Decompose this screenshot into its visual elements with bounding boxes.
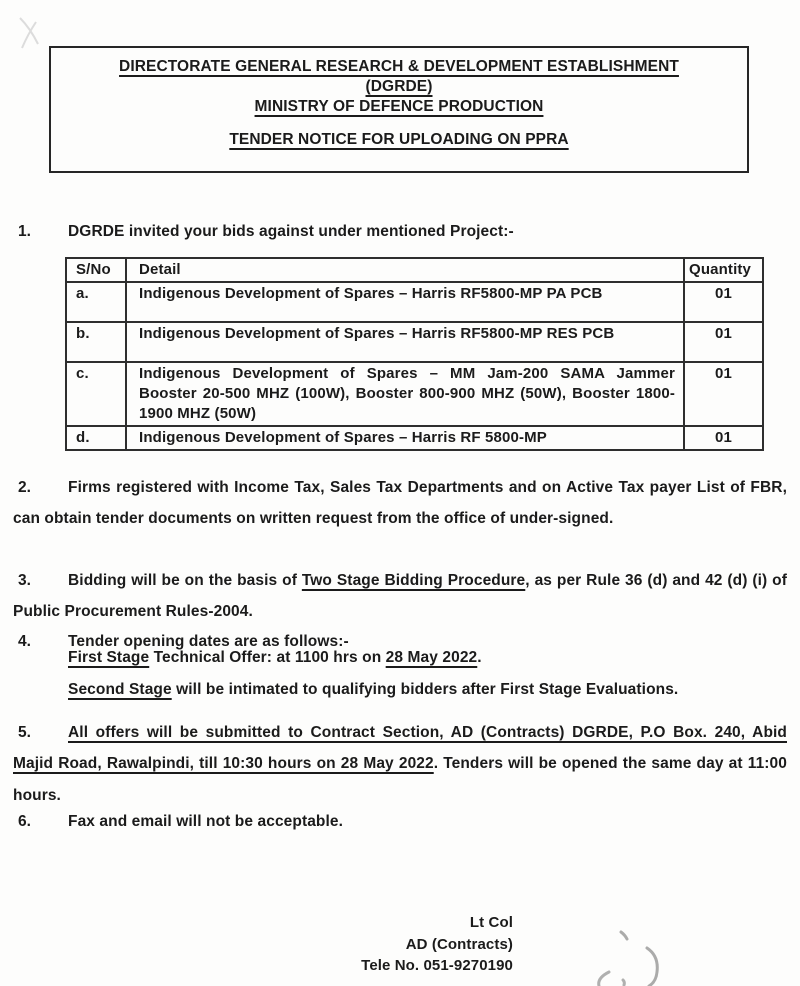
org-abbreviation: (DGRDE) bbox=[365, 78, 433, 95]
first-stage-date-underlined: 28 May 2022 bbox=[385, 649, 478, 666]
column-header-detail: Detail bbox=[126, 258, 684, 282]
row-detail: Indigenous Development of Spares – Harris RF 5800-MP bbox=[126, 426, 684, 450]
project-table bbox=[65, 257, 764, 451]
paragraph-5-rest: . Tenders will be opened the same day at 11:00 hours. bbox=[13, 755, 787, 804]
first-stage-end: . bbox=[477, 649, 482, 666]
row-sno: b. bbox=[66, 322, 126, 362]
paragraph-5 bbox=[13, 717, 787, 812]
row-sno: c. bbox=[66, 362, 126, 426]
letterhead-box bbox=[49, 46, 749, 173]
paragraph-3-number: 3. bbox=[18, 571, 31, 589]
two-stage-bidding-underlined: Two Stage Bidding Procedure bbox=[301, 571, 526, 589]
paragraph-3-pre: Bidding will be on the basis of bbox=[68, 571, 302, 589]
paragraph-1 bbox=[13, 216, 787, 248]
row-detail: Indigenous Development of Spares – Harris RF5800-MP RES PCB bbox=[126, 322, 684, 362]
column-header-sno: S/No bbox=[66, 258, 126, 282]
paragraph-3-post: , as per Rule 36 (d) and 42 (d) (i) of Public Procurement Rules-2004. bbox=[13, 571, 787, 621]
paragraph-2-text: Firms registered with Income Tax, Sales Tax Departments and on Active Tax payer List of FBR, can obtain tender documents on written request from the office of under-signed. bbox=[13, 478, 787, 528]
signature-scribble-mark bbox=[575, 920, 735, 986]
paragraph-6-number: 6. bbox=[18, 812, 31, 830]
paragraph-3-text bbox=[13, 572, 787, 621]
row-sno: a. bbox=[66, 282, 126, 322]
first-stage-line bbox=[68, 642, 787, 674]
paragraph-1-text: DGRDE invited your bids against under mentioned Project:- bbox=[68, 222, 514, 240]
row-detail: Indigenous Development of Spares – Harris RF5800-MP PA PCB bbox=[126, 282, 684, 322]
submission-details-underlined: All offers will be submitted to Contract Section, AD (Contracts) DGRDE, P.O Box. 240, Abid Majid Road, Rawalpindi, till 10:30 hours on 28 May 2022 bbox=[13, 723, 787, 773]
org-name: DIRECTORATE GENERAL RESEARCH & DEVELOPMENT ESTABLISHMENT bbox=[119, 58, 679, 75]
row-quantity: 01 bbox=[684, 322, 763, 362]
table-header-row bbox=[66, 258, 763, 282]
first-stage-underlined: First Stage bbox=[68, 649, 150, 666]
paragraph-3 bbox=[13, 565, 787, 628]
row-quantity: 01 bbox=[684, 362, 763, 426]
paragraph-2 bbox=[13, 472, 787, 535]
table-row bbox=[66, 282, 763, 322]
second-stage-underlined: Second Stage bbox=[68, 681, 172, 698]
paragraph-2-number: 2. bbox=[18, 478, 31, 496]
paragraph-4-number: 4. bbox=[18, 632, 31, 650]
paragraph-5-number: 5. bbox=[18, 723, 31, 741]
second-stage-rest: will be intimated to qualifying bidders after First Stage Evaluations. bbox=[171, 681, 679, 698]
second-stage-line bbox=[68, 674, 787, 706]
first-stage-middle: Technical Offer: at 1100 hrs on bbox=[149, 649, 386, 666]
paragraph-5-text bbox=[13, 724, 787, 804]
signatory-telephone: Tele No. 051-9270190 bbox=[361, 957, 513, 974]
signatory-rank: Lt Col bbox=[469, 914, 513, 931]
table-row bbox=[66, 322, 763, 362]
ministry-name: MINISTRY OF DEFENCE PRODUCTION bbox=[254, 98, 544, 115]
row-quantity: 01 bbox=[684, 426, 763, 450]
table-row bbox=[66, 362, 763, 426]
table-row bbox=[66, 426, 763, 450]
signature-block bbox=[0, 912, 513, 977]
row-detail: Indigenous Development of Spares – MM Jam-200 SAMA Jammer Booster 20-500 MHZ (100W), Booster 800-900 MHZ (50W), Booster 1800-1900 MHZ (50W) bbox=[126, 362, 684, 426]
column-header-quantity: Quantity bbox=[684, 258, 763, 282]
notice-title: TENDER NOTICE FOR UPLOADING ON PPRA bbox=[229, 131, 569, 148]
paragraph-6-text: Fax and email will not be acceptable. bbox=[68, 812, 344, 830]
row-quantity: 01 bbox=[684, 282, 763, 322]
paragraph-4-text: Tender opening dates are as follows:- bbox=[68, 632, 349, 650]
row-sno: d. bbox=[66, 426, 126, 450]
signatory-designation: AD (Contracts) bbox=[405, 935, 513, 953]
paragraph-6 bbox=[13, 806, 787, 838]
paragraph-1-number: 1. bbox=[18, 222, 31, 240]
